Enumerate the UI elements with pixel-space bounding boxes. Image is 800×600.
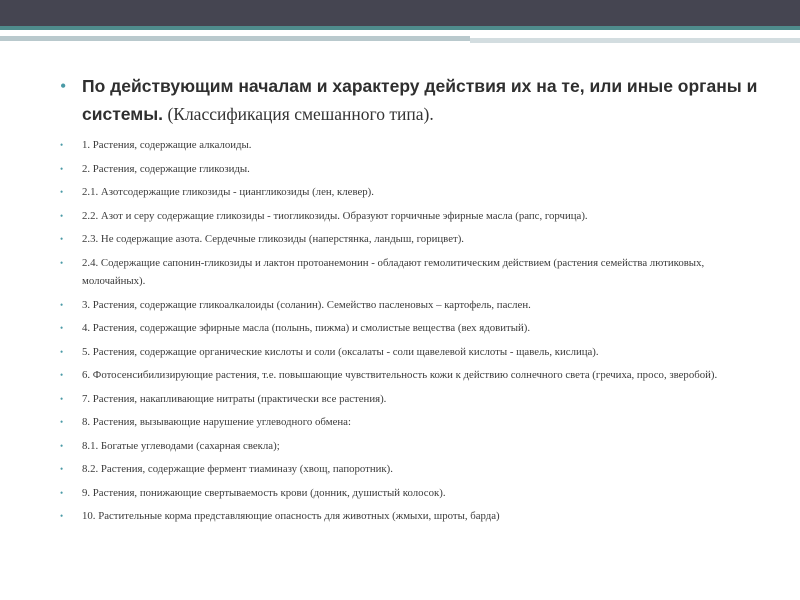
bullet-icon: •: [60, 487, 64, 498]
heading-normal-text: (Классификация смешанного типа).: [163, 104, 434, 124]
bullet-icon: •: [60, 440, 64, 451]
list-item: [60, 136, 760, 155]
list-item-text: 3. Растения, содержащие гликоалкалоиды (соланин). Семейство пасленовых – картофель, паслен.: [82, 298, 531, 311]
bullet-icon: •: [60, 323, 64, 333]
bullet-icon: •: [60, 163, 64, 174]
list-item-text: 9. Растения, понижающие свертываемость крови (донник, душистый колосок).: [82, 486, 446, 499]
list-item: [60, 460, 760, 479]
bullet-icon: •: [60, 346, 64, 357]
bullet-icon: •: [60, 393, 64, 404]
list-item-text: 2.2. Азот и серу содержащие гликозиды - тиогликозиды. Образуют горчичные эфирные масла (рапс, горчица).: [82, 209, 588, 222]
top-bar: [0, 0, 800, 26]
list-item: [60, 254, 760, 291]
list-item: [60, 230, 760, 249]
list-item: [60, 390, 760, 409]
heading-bold-text: По действующим началам и характеру действия их на те, или иные органы и системы.: [82, 76, 758, 124]
list-item: [60, 343, 760, 362]
list-item-text: 2.4. Содержащие сапонин-гликозиды и лактон протоанемонин - обладают гемолитическим действием (растения семейства лютиковых, молочайных).: [82, 256, 705, 287]
list-item: [60, 413, 760, 432]
bullet-icon: •: [60, 464, 64, 474]
list-item-text: 8.1. Богатые углеводами (сахарная свекла);: [82, 439, 280, 452]
list-item: [60, 484, 760, 503]
bullet-icon: •: [60, 370, 64, 380]
list-item: [60, 366, 760, 385]
list-item-text: 8.2. Растения, содержащие фермент тиаминазу (хвощ, папоротник).: [82, 463, 393, 475]
list-item-text: 2.1. Азотсодержащие гликозиды - циангликозиды (лен, клевер).: [82, 186, 374, 198]
list-item: [60, 207, 760, 226]
list-heading: [60, 72, 760, 128]
list-item: [60, 160, 760, 179]
bullet-icon: •: [60, 257, 64, 268]
list-item-text: 4. Растения, содержащие эфирные масла (полынь, пижма) и смолистые вещества (вех ядовитый).: [82, 322, 531, 334]
list-item: [60, 507, 760, 526]
list-item-text: 6. Фотосенсибилизирующие растения, т.е. повышающие чувствительность кожи к действию солнечного света (гречиха, просо, зверобой).: [82, 369, 718, 381]
decor-stripe-left: [0, 36, 470, 41]
list-item-text: 1. Растения, содержащие алкалоиды.: [82, 139, 252, 151]
list-item-text: 7. Растения, накапливающие нитраты (практически все растения).: [82, 392, 387, 405]
list-item: [60, 437, 760, 456]
bullet-icon: •: [60, 140, 64, 150]
bullet-list: [60, 72, 760, 128]
list-item: [60, 296, 760, 315]
list-item-text: 8. Растения, вызывающие нарушение углеводного обмена:: [82, 416, 351, 428]
slide-content: [60, 72, 760, 531]
bullet-icon: •: [60, 210, 64, 221]
decor-stripe-right: [470, 38, 800, 43]
list-item-text: 10. Растительные корма представляющие опасность для животных (жмыхи, шроты, барда): [82, 510, 500, 522]
bullet-icon: •: [60, 511, 64, 521]
classification-list: [60, 136, 760, 526]
bullet-icon: •: [60, 299, 64, 310]
list-item-text: 2. Растения, содержащие гликозиды.: [82, 162, 250, 175]
list-item: [60, 183, 760, 202]
bullet-icon: •: [60, 417, 64, 427]
list-item: [60, 319, 760, 338]
list-item-text: 2.3. Не содержащие азота. Сердечные гликозиды (наперстянка, ландыш, горицвет).: [82, 233, 465, 245]
bullet-icon: •: [60, 76, 67, 96]
list-item-text: 5. Растения, содержащие органические кислоты и соли (оксалаты - соли щавелевой кислоты - щавель, кислица).: [82, 345, 599, 358]
bullet-icon: •: [60, 187, 64, 197]
top-bar-accent: [0, 26, 800, 30]
bullet-icon: •: [60, 234, 64, 244]
